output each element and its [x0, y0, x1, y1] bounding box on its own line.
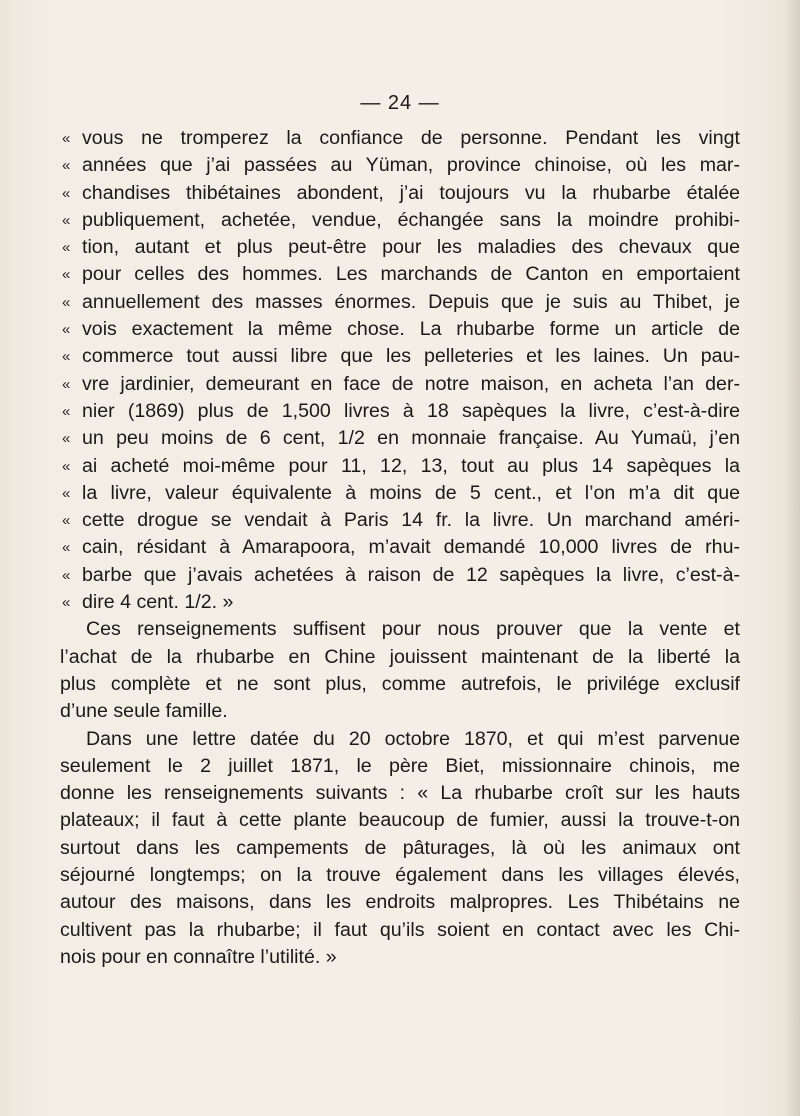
paragraph-line: d’une seule famille. — [60, 700, 228, 723]
quote-line — [60, 289, 740, 316]
quote-line-text: commerce tout aussi libre que les pelleteries et les laines. Un pau- — [82, 345, 740, 368]
quote-line-text: chandises thibétaines abondent, j’ai toujours vu la rhubarbe étalée — [82, 181, 740, 204]
quote-mark: « — [62, 512, 71, 530]
quote-mark: « — [62, 321, 71, 339]
paragraph-line: Ces renseignements suffisent pour nous prouver que la vente et — [86, 618, 740, 641]
quote-line-text: cain, résidant à Amarapoora, m’avait demandé 10,000 livres de rhu- — [82, 536, 740, 559]
quote-mark: « — [62, 539, 71, 557]
quote-line — [60, 371, 740, 398]
paragraph-line: séjourné longtemps; on la trouve également dans les villages élevés, — [60, 864, 740, 887]
quote-line-text: pour celles des hommes. Les marchands de Canton en emportaient — [82, 263, 740, 286]
page-edge-shadow — [784, 0, 800, 1116]
paragraph-line: autour des maisons, dans les endroits malpropres. Les Thibétains ne — [60, 891, 740, 914]
quote-line — [60, 152, 740, 179]
quote-mark: « — [62, 266, 71, 284]
quote-line — [60, 562, 740, 589]
quote-line-text: années que j’ai passées au Yüman, province chinoise, où les mar- — [82, 154, 740, 177]
quote-mark: « — [62, 484, 71, 502]
quote-line — [60, 480, 740, 507]
quote-line-text: vre jardinier, demeurant en face de notre maison, en acheta l’an der- — [82, 372, 740, 395]
quote-mark: « — [62, 402, 71, 420]
quote-mark: « — [62, 157, 71, 175]
quote-mark: « — [62, 239, 71, 257]
quote-line — [60, 589, 740, 616]
quote-line — [60, 316, 740, 343]
quote-line — [60, 234, 740, 261]
quote-mark: « — [62, 457, 71, 475]
page-number: — 24 — — [360, 92, 440, 114]
quote-line — [60, 507, 740, 534]
quote-mark: « — [62, 566, 71, 584]
body-text — [60, 125, 740, 971]
quote-mark: « — [62, 130, 71, 147]
quote-mark: « — [62, 211, 71, 229]
paragraph-line: nois pour en connaître l’utilité. » — [60, 945, 337, 968]
quote-line-text: publiquement, achetée, vendue, échangée sans la moindre prohibi- — [82, 208, 740, 231]
quote-mark: « — [62, 293, 71, 311]
quote-line-text: tion, autant et plus peut-être pour les maladies des chevaux que — [82, 236, 740, 259]
quote-mark: « — [62, 594, 71, 612]
quote-line-text: vous ne tromperez la confiance de personne. Pendant les vingt — [82, 127, 740, 149]
quote-line-text: barbe que j’avais achetées à raison de 12 sapèques la livre, c’est-à- — [82, 563, 740, 586]
quote-line — [60, 180, 740, 207]
quote-line-text: cette drogue se vendait à Paris 14 fr. la livre. Un marchand améri- — [82, 509, 740, 532]
quote-line-text: dire 4 cent. 1/2. » — [82, 591, 234, 614]
paragraph-line: plateaux; il faut à cette plante beaucoup de fumier, aussi la trouve-t-on — [60, 809, 740, 832]
quote-line — [60, 398, 740, 425]
paragraph-line: cultivent pas la rhubarbe; il faut qu’ils soient en contact avec les Chi- — [60, 918, 740, 941]
paragraph-line: l’achat de la rhubarbe en Chine jouissent maintenant de la liberté la — [60, 645, 740, 668]
quote-line-text: vois exactement la même chose. La rhubarbe forme un article de — [82, 318, 740, 341]
quote-line-text: annuellement des masses énormes. Depuis que je suis au Thibet, je — [82, 290, 740, 313]
quote-mark: « — [62, 375, 71, 393]
quote-mark: « — [62, 348, 71, 366]
quote-line-text: ai acheté moi-même pour 11, 12, 13, tout au plus 14 sapèques la — [82, 454, 740, 477]
quote-line — [60, 453, 740, 480]
paragraph-line: plus complète et ne sont plus, comme autrefois, le privilége exclusif — [60, 672, 740, 695]
paragraph-line: seulement le 2 juillet 1871, le père Biet, missionnaire chinois, me — [60, 754, 740, 777]
quote-line — [60, 261, 740, 288]
quote-line-text: la livre, valeur équivalente à moins de 5 cent., et l’on m’a dit que — [82, 481, 740, 504]
quote-mark: « — [62, 184, 71, 202]
paragraph-line: Dans une lettre datée du 20 octobre 1870, et qui m’est parvenue — [86, 727, 740, 750]
quote-line — [60, 207, 740, 234]
quote-mark: « — [62, 430, 71, 448]
quote-line-text: un peu moins de 6 cent, 1/2 en monnaie française. Au Yumaü, j’en — [82, 427, 740, 450]
quote-line — [60, 534, 740, 561]
quote-line — [60, 125, 740, 152]
paragraph-line: surtout dans les campements de pâturages, là où les animaux ont — [60, 836, 740, 859]
quote-line — [60, 343, 740, 370]
quote-line — [60, 425, 740, 452]
paragraph-line: donne les renseignements suivants : « La rhubarbe croît sur les hauts — [60, 782, 740, 805]
quote-line-text: nier (1869) plus de 1,500 livres à 18 sapèques la livre, c’est-à-dire — [82, 399, 740, 422]
